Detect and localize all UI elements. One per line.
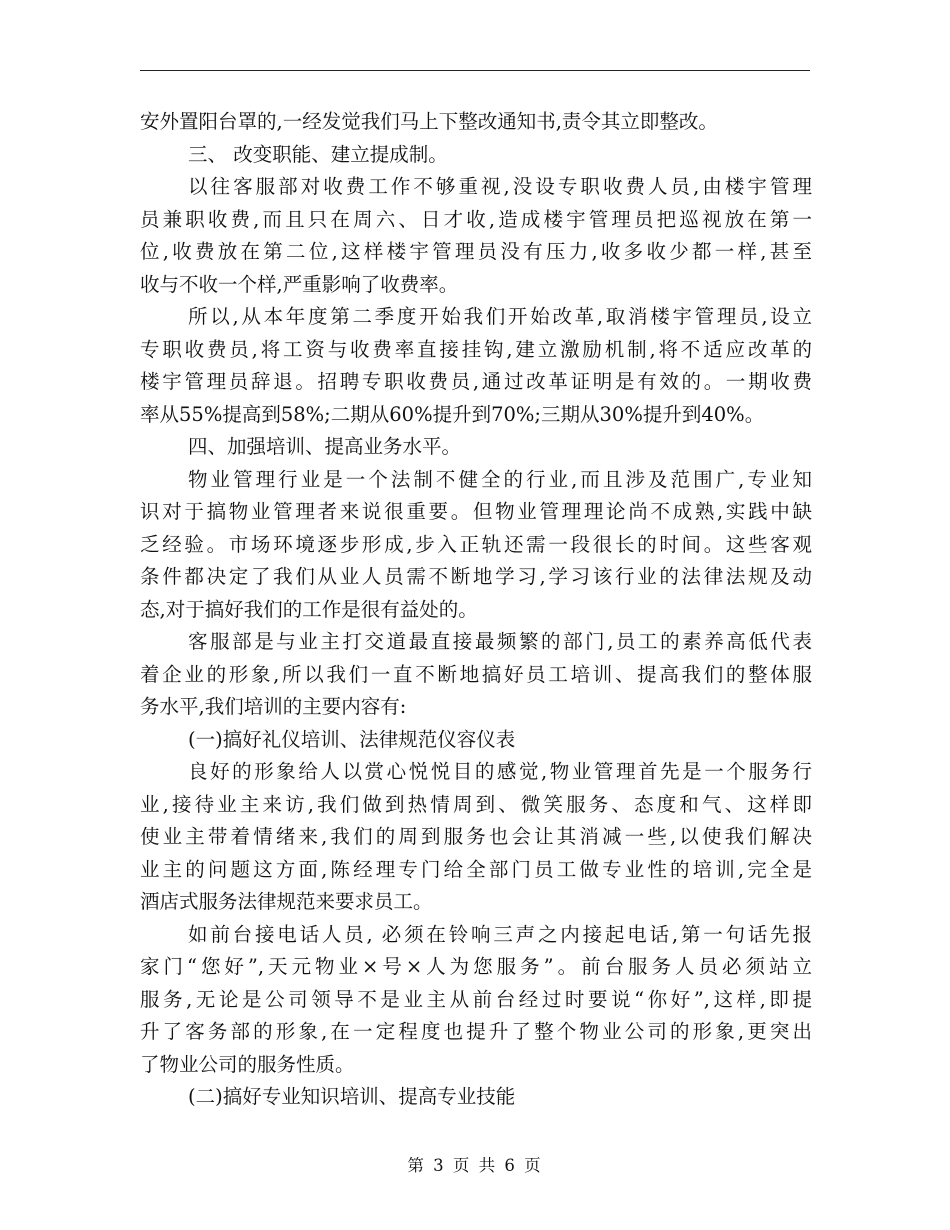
- text-line: 业,接待业主来访,我们做到热情周到、微笑服务、态度和气、这样即: [140, 792, 812, 816]
- text-line: 着企业的形象,所以我们一直不断地搞好员工培训、提高我们的整体服: [140, 662, 812, 686]
- text-line: 三、 改变职能、建立提成制。: [188, 142, 448, 166]
- text-line: (二)搞好专业知识培训、提高专业技能: [188, 1085, 516, 1108]
- body-text: [140, 106, 812, 1114]
- text-line: 率从55%提高到58%;二期从60%提升到70%;三期从30%提升到40%。: [140, 402, 765, 426]
- text-line: 物业管理行业是一个法制不健全的行业,而且涉及范围广,专业知: [188, 467, 812, 491]
- text-line: 专职收费员,将工资与收费率直接挂钩,建立激励机制,将不适应改革的: [140, 337, 812, 361]
- text-line: 条件都决定了我们从业人员需不断地学习,学习该行业的法律法规及动: [140, 565, 812, 588]
- text-line: 酒店式服务法律规范来要求员工。: [140, 890, 433, 913]
- text-line: 四、加强培训、提高业务水平。: [188, 435, 462, 458]
- text-line: 楼宇管理员辞退。招聘专职收费员,通过改革证明是有效的。一期收费: [140, 370, 812, 393]
- text-line: 升了客务部的形象,在一定程度也提升了整个物业公司的形象,更突出: [140, 1020, 812, 1043]
- text-line: 了物业公司的服务性质。: [140, 1052, 355, 1076]
- text-line: 客服部是与业主打交道最直接最频繁的部门,员工的素养高低代表: [188, 630, 812, 653]
- text-line: 家门“您好”,天元物业×号×人为您服务”。前台服务人员必须站立: [140, 955, 812, 978]
- text-line: 良好的形象给人以赏心悦悦目的感觉,物业管理首先是一个服务行: [188, 760, 812, 783]
- text-line: (一)搞好礼仪培训、法律规范仪容仪表: [188, 727, 516, 751]
- text-line: 态,对于搞好我们的工作是很有益处的。: [140, 597, 478, 621]
- text-line: 位,收费放在第二位,这样楼宇管理员没有压力,收多收少都一样,甚至: [140, 240, 812, 263]
- header-rule: [140, 70, 810, 71]
- text-line: 服务,无论是公司领导不是业主从前台经过时要说“你好”,这样,即提: [140, 987, 812, 1011]
- text-line: 所以,从本年度第二季度开始我们开始改革,取消楼宇管理员,设立: [188, 305, 812, 328]
- text-line: 务水平,我们培训的主要内容有:: [140, 695, 407, 718]
- text-line: 业主的问题这方面,陈经理专门给全部门员工做专业性的培训,完全是: [140, 857, 812, 881]
- text-line: 乏经验。市场环境逐步形成,步入正轨还需一段很长的时间。这些客观: [140, 532, 812, 556]
- text-line: 安外置阳台罩的,一经发觉我们马上下整改通知书,责令其立即整改。: [140, 110, 718, 133]
- text-line: 以往客服部对收费工作不够重视,没设专职收费人员,由楼宇管理: [188, 175, 812, 198]
- text-line: 使业主带着情绪来,我们的周到服务也会让其消减一些,以使我们解决: [140, 825, 812, 848]
- text-line: 员兼职收费,而且只在周六、日才收,造成楼宇管理员把巡视放在第一: [140, 207, 812, 231]
- page-footer: 第 3 页 共 6 页: [407, 1156, 543, 1175]
- text-line: 识对于搞物业管理者来说很重要。但物业管理理论尚不成熟,实践中缺: [140, 500, 812, 523]
- text-line: 收与不收一个样,严重影响了收费率。: [140, 272, 459, 296]
- text-line: 如前台接电话人员, 必须在铃响三声之内接起电话,第一句话先报: [188, 922, 812, 946]
